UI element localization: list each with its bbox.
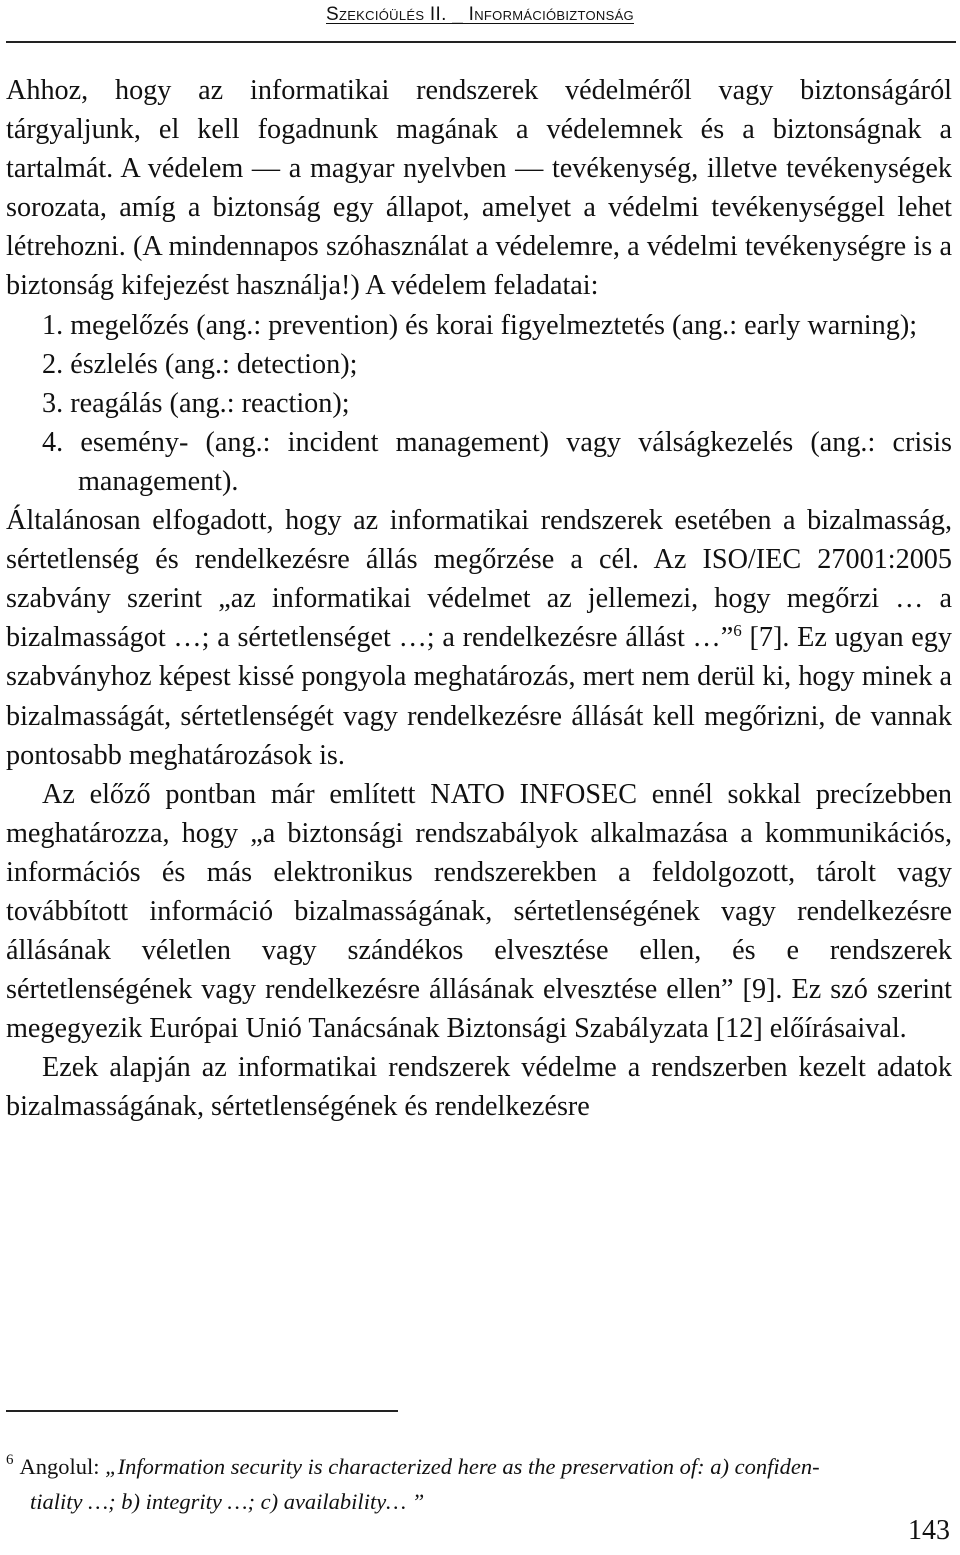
footnote-number: 6 — [6, 1452, 14, 1468]
paragraph-nato-infosec: Az előző pontban már említett NATO INFOSEC ennél sokkal precízebben meghatározza, hogy „a biztonsági rendszabályok alkalmazása a kommunikációs, információs és más elektronikus rendszerekben a feldolgozott, tárolt vagy továbbított információ bizalmasságának, sértetlenségének vagy rendelkezésre állásának véletlen vagy szándékos elvesztése ellen, és e rendszerek sértetlenségének vagy rendelkezésre állásának elvesztése ellen” [9]. Ez szó szerint megegyezik Európai Unió Tanácsának Biztonsági Szabályzata [12] előírásaival. — [6, 778, 952, 1045]
paragraph-intro: Ahhoz, hogy az informatikai rendszerek védelméről vagy biztonságáról tárgyaljunk, el kell fogadnunk magának a védelemnek és a biztonságnak a tartalmát. A védelem — a magyar nyelvben — tevékenység, illetve tevékenységek sorozata, amíg a biztonság egy állapot, amelyet a védelmi tevékenységgel lehet létrehozni. (A mindennapos szóhasználat a védelemre, a védelmi tevékenységre is a biztonság kifejezést használja!) A védelem feladatai: — [6, 75, 952, 302]
footnote — [6, 1451, 952, 1518]
footnote-quote-line-2: tiality …; b) integrity …; c) availability… ” — [30, 1489, 425, 1514]
defense-tasks-list — [6, 306, 952, 501]
footnote-reference[interactable]: 6 — [733, 621, 742, 641]
footnote-label: Angolul: — [19, 1454, 100, 1479]
list-item: 2. észlelés (ang.: detection); — [42, 348, 358, 380]
page-number: 143 — [908, 1515, 950, 1546]
footnote-quote-line-1: „Information security is characterized here as the preservation of: a) confiden- — [105, 1454, 820, 1479]
iso-text-before-note: Általánosan elfogadott, hogy az informatikai rendszerek esetében a bizalmasság, sértetlenség és rendelkezésre állás megőrzése a cél. Az ISO/IEC 27001:2005 szabvány szerint „az informatikai védelmet az jellemezi, hogy megőrzi … a bizalmasságot …; a sértetlenséget …; a rendelkezésre állást …” — [6, 505, 952, 654]
footnote-line-1 — [6, 1451, 952, 1486]
main-text — [6, 71, 952, 1127]
footnote-divider — [6, 1410, 398, 1412]
iso-text-after-note: [7]. Ez ugyan egy szabványhoz képest kissé pongyola meghatározás, mert nem derül ki, hogy minek a bizalmasságát, sértetlenségét vagy rendelkezésre állását kell megőrizni, de vannak pontosabb meghatározások is. — [6, 622, 952, 771]
paragraph-conclusion: Ezek alapján az informatikai rendszerek védelme a rendszerben kezelt adatok bizalmasságának, sértetlenségének és rendelkezésre — [6, 1052, 952, 1123]
running-header: Szekcióülés II. _ Információbiztonság — [326, 4, 634, 25]
paragraph-iso-definition — [6, 501, 952, 775]
list-item: 4. esemény- (ang.: incident management) vagy válságkezelés (ang.: crisis management). — [42, 426, 952, 497]
header-divider — [6, 41, 956, 43]
list-item: 3. reagálás (ang.: reaction); — [42, 387, 350, 419]
footnote-line-2 — [6, 1486, 952, 1518]
list-item: 1. megelőzés (ang.: prevention) és korai figyelmeztetés (ang.: early warning); — [42, 309, 918, 341]
